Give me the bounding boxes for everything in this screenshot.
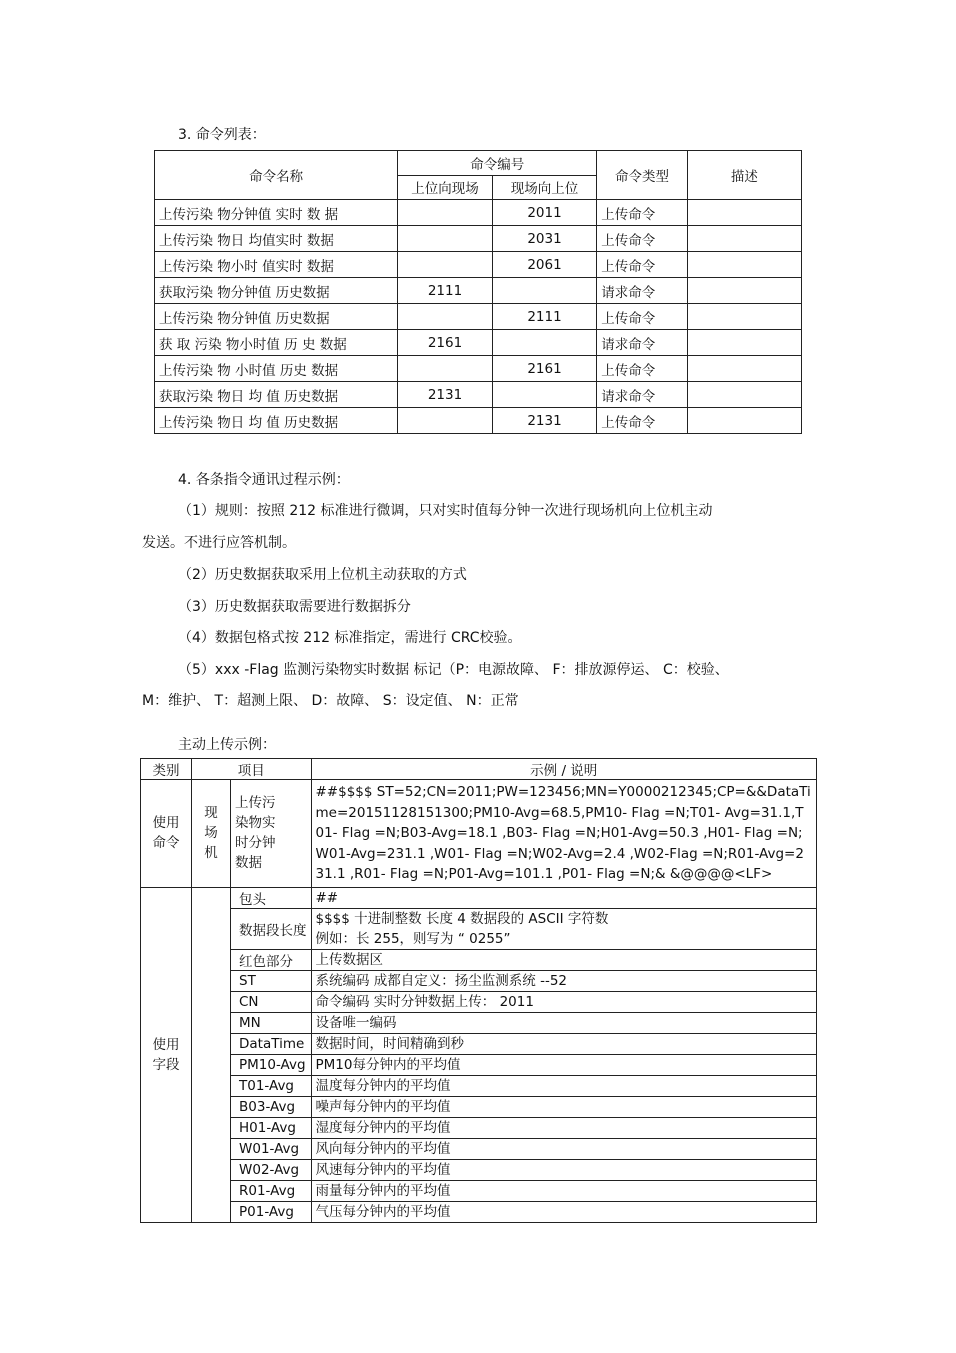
command-description [687,382,801,408]
table-row [155,356,802,382]
code-site-to-up [492,278,597,304]
table-row [141,1012,817,1033]
field-item: CN [231,991,312,1012]
rule-paragraph-1a: （1）规则：按照 212 标准进行微调，只对实时值每分钟一次进行现场机向上位机主动 [178,503,713,519]
code-up-to-site [398,200,493,226]
header-site-to-up: 现场向上位 [492,175,597,200]
field-item: 包头 [231,887,312,908]
header-description: 描述 [687,151,801,200]
code-site-to-up: 2011 [492,200,597,226]
rule-paragraph-5a: （5）xxx -Flag 监测污染物实时数据 标记（P：电源故障、 F：排放源停运、 C：校验、 [178,662,729,678]
table-row [155,382,802,408]
field-item: ST [231,970,312,991]
field-description: 数据时间，时间精确到秒 [311,1033,817,1054]
header-item: 项目 [192,759,312,780]
table-row [155,304,802,330]
field-description: 气压每分钟内的平均值 [311,1201,817,1222]
example-heading: 主动上传示例： [178,737,276,753]
command-description [687,408,801,434]
table-row [141,1180,817,1201]
field-description: 风速每分钟内的平均值 [311,1159,817,1180]
table-row [141,1054,817,1075]
table-row [141,970,817,991]
field-description: 雨量每分钟内的平均值 [311,1180,817,1201]
code-up-to-site [398,408,493,434]
field-description: 风向每分钟内的平均值 [311,1138,817,1159]
command-description [687,252,801,278]
code-up-to-site [398,356,493,382]
blank-cell [192,887,231,1222]
header-example: 示例 / 说明 [311,759,817,780]
code-site-to-up: 2131 [492,408,597,434]
code-up-to-site [398,304,493,330]
field-description: 温度每分钟内的平均值 [311,1075,817,1096]
field-item: W02-Avg [231,1159,312,1180]
field-description: PM10每分钟内的平均值 [311,1054,817,1075]
field-description: ## [311,887,817,908]
rule-paragraph-4: （4）数据包格式按 212 标准指定，需进行 CRC校验。 [178,630,522,646]
command-description [687,278,801,304]
section3-heading: 3. 命令列表： [178,127,266,143]
field-description: 设备唯一编码 [311,1012,817,1033]
field-item: DataTime [231,1033,312,1054]
table-row [141,887,817,908]
table-row [141,991,817,1012]
command-name: 上传污染 物 小时值 历史 数据 [155,356,398,382]
table-row [141,1096,817,1117]
field-item: R01-Avg [231,1180,312,1201]
field-item: 红色部分 [231,949,312,970]
command-description [687,330,801,356]
command-description [687,200,801,226]
field-description: 湿度每分钟内的平均值 [311,1117,817,1138]
table-row [141,1075,817,1096]
table-row [141,1117,817,1138]
field-item: 数据段长度 [231,908,312,949]
field-description: 系统编码 成都自定义：扬尘监测系统 --52 [311,970,817,991]
code-up-to-site [398,226,493,252]
upload-example-string: ##$$$$ ST=52;CN=2011;PW=123456;MN=Y0000212345;CP=&&DataTime=20151128151300;PM10-Avg=68.5,PM10- Flag =N;T01- Avg=31.1,T01- Flag =N;B03-Avg=18.1 ,B03- Flag =N;H01-Avg=50.3 ,H01- Flag =N;W01-Avg=231.1 ,W01- Flag =N;W02-Avg=2.4 ,W02-Flag =N;R01-Avg=231.1 ,R01- Flag =N;P01-Avg=101.1 ,P01- Flag =N;& &@@@@<LF> [311,780,817,888]
command-type: 上传命令 [597,408,687,434]
command-name: 上传污染 物分钟值 历史数据 [155,304,398,330]
command-name: 获取污染 物分钟值 历史数据 [155,278,398,304]
field-item: PM10-Avg [231,1054,312,1075]
table-row [155,330,802,356]
field-description: 命令编码 实时分钟数据上传： 2011 [311,991,817,1012]
field-item: MN [231,1012,312,1033]
header-command-name: 命令名称 [155,151,398,200]
table-row [155,252,802,278]
command-name: 上传污染 物日 均 值 历史数据 [155,408,398,434]
table-row [141,1033,817,1054]
header-command-type: 命令类型 [597,151,687,200]
command-description [687,304,801,330]
rule-paragraph-5b: M：维护、 T：超测上限、 D：故障、 S：设定值、 N：正常 [142,693,519,709]
category-use-command: 使用 命令 [141,780,192,888]
command-description [687,356,801,382]
field-item: B03-Avg [231,1096,312,1117]
command-type: 请求命令 [597,278,687,304]
field-item: P01-Avg [231,1201,312,1222]
code-up-to-site: 2111 [398,278,493,304]
code-site-to-up: 2111 [492,304,597,330]
code-up-to-site: 2131 [398,382,493,408]
command-name: 上传污染 物小时 值实时 数据 [155,252,398,278]
command-type: 上传命令 [597,252,687,278]
table-row [141,908,817,949]
field-item: W01-Avg [231,1138,312,1159]
code-site-to-up [492,382,597,408]
table-row [155,226,802,252]
code-site-to-up: 2031 [492,226,597,252]
command-name: 上传污染 物日 均值实时 数据 [155,226,398,252]
code-up-to-site [398,252,493,278]
command-type: 请求命令 [597,382,687,408]
command-list-table [154,150,802,434]
rule-paragraph-1b: 发送。不进行应答机制。 [142,535,296,551]
code-up-to-site: 2161 [398,330,493,356]
table-row [155,278,802,304]
code-site-to-up [492,330,597,356]
sub-site-machine: 现 场 机 [192,780,231,888]
header-command-code: 命令编号 [398,151,597,176]
command-name: 获 取 污染 物小时值 历 史 数据 [155,330,398,356]
table-row [141,1201,817,1222]
category-use-fields: 使用 字段 [141,887,192,1222]
table-row [141,949,817,970]
command-name: 获取污染 物日 均 值 历史数据 [155,382,398,408]
field-description: 上传数据区 [311,949,817,970]
command-type: 请求命令 [597,330,687,356]
command-type: 上传命令 [597,200,687,226]
table-row [155,200,802,226]
command-type: 上传命令 [597,304,687,330]
command-type: 上传命令 [597,226,687,252]
rule-paragraph-2: （2）历史数据获取采用上位机主动获取的方式 [178,567,467,583]
command-type: 上传命令 [597,356,687,382]
command-description [687,226,801,252]
field-item: T01-Avg [231,1075,312,1096]
header-category: 类别 [141,759,192,780]
table-row [141,1159,817,1180]
item-upload-realtime: 上传污 染物实 时分钟 数据 [231,780,312,888]
rule-paragraph-3: （3）历史数据获取需要进行数据拆分 [178,599,411,615]
field-item: H01-Avg [231,1117,312,1138]
field-description: 噪声每分钟内的平均值 [311,1096,817,1117]
section4-heading: 4. 各条指令通讯过程示例： [178,472,350,488]
header-up-to-site: 上位向现场 [398,175,493,200]
code-site-to-up: 2161 [492,356,597,382]
table-row [155,408,802,434]
command-name: 上传污染 物分钟值 实时 数 据 [155,200,398,226]
upload-example-table [140,758,817,1223]
field-description: $$$$ 十进制整数 长度 4 数据段的 ASCII 字符数 例如：长 255，则写为 “ 0255” [311,908,817,949]
code-site-to-up: 2061 [492,252,597,278]
table-row [141,1138,817,1159]
